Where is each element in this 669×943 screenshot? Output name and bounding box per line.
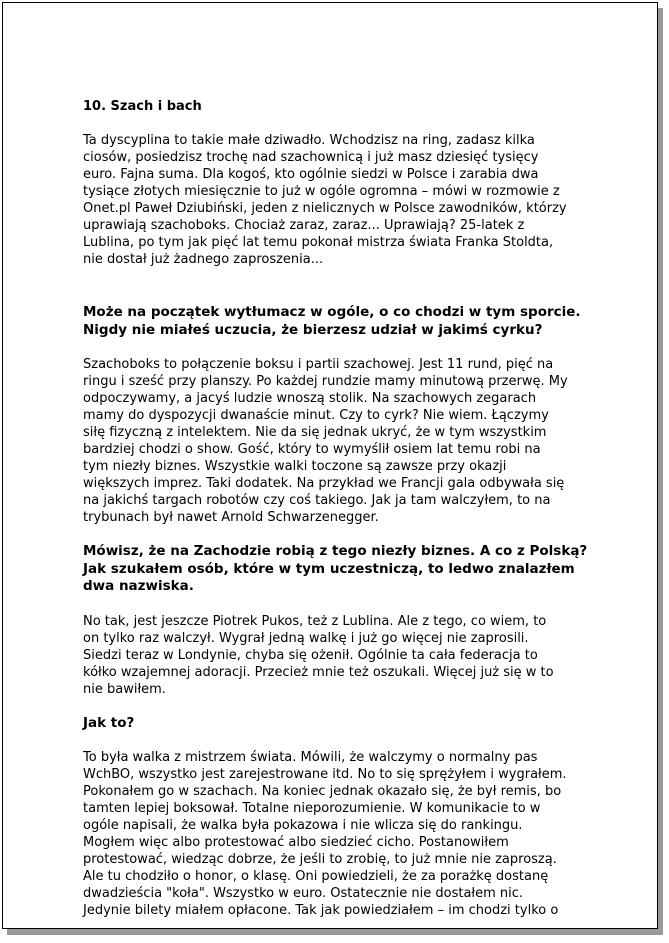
text-line: ogóle napisali, że walka była pokazowa i nie wlicza się do rankingu.	[83, 818, 523, 833]
text-line: tysiące złotych miesięcznie to już w ogóle ogromna – mówi w rozmowie z	[83, 184, 560, 199]
text-line: WchBO, wszystko jest zarejestrowane itd. No to się sprężyłem i wygrałem.	[83, 767, 567, 782]
text-line: Szachoboks to połączenie boksu i partii szachowej. Jest 11 rund, pięć na	[83, 357, 554, 372]
text-line: mamy do dyspozycji dwanaście minut. Czy to cyrk? Nie wiem. Łączymy	[83, 408, 549, 423]
interview-answer	[83, 749, 593, 919]
text-line: Jak to?	[83, 714, 135, 731]
text-line: dwa nazwiska.	[83, 578, 194, 594]
text-line: nie bawiłem.	[83, 681, 166, 697]
text-line: Mówisz, że na Zachodzie robią z tego niezły biznes. A co z Polską?	[83, 543, 588, 559]
text-line: Ta dyscyplina to takie małe dziwadło. Wchodzisz na ring, zadasz kilka	[83, 133, 535, 148]
interview-question	[83, 304, 593, 339]
text-line: dwadzieścia "koła". Wszystko w euro. Ostatecznie nie dostałem nic.	[83, 886, 524, 901]
text-line: uprawiają szachoboks. Chociaż zaraz, zaraz... Uprawiają? 25-latek z	[83, 218, 525, 233]
text-line: siłę fizyczną z intelektem. Nie da się jednak ukryć, że w tym wszystkim	[83, 425, 547, 440]
text-line: Onet.pl Paweł Dziubiński, jeden z nielicznych w Polsce zawodników, którzy	[83, 201, 567, 216]
text-line: kółko wzajemnej adoracji. Przecież mnie też oszukali. Więcej już się w to	[83, 664, 554, 680]
text-line: Lublina, po tym jak pięć lat temu pokonał mistrza świata Franka Stoldta,	[83, 235, 554, 250]
text-line: To była walka z mistrzem świata. Mówili, że walczymy o normalny pas	[83, 750, 538, 765]
text-line: bardziej chodzi o show. Gość, który to wymyślił osiem lat temu robi na	[83, 442, 541, 457]
text-line: tym niezły biznes. Wszystkie walki toczone są zawsze przy okazji	[83, 459, 507, 474]
text-line: większych imprez. Taki dodatek. Na przykład we Francji gala odbywała się	[83, 476, 565, 491]
text-line: ciosów, posiedzisz trochę nad szachownicą i już masz dziesięć tysięcy	[83, 150, 539, 165]
intro-paragraph	[83, 132, 593, 268]
text-line: Jedynie bilety miałem opłacone. Tak jak powiedziałem – im chodzi tylko o	[83, 903, 559, 918]
article-body	[83, 98, 593, 919]
text-line: No tak, jest jeszcze Piotrek Pukos, też z Lublina. Ale z tego, co wiem, to	[83, 613, 547, 629]
text-line: Mogłem więc albo protestować albo siedzieć cicho. Postanowiłem	[83, 835, 509, 850]
text-line: Pokonałem go w szachach. Na koniec jednak okazało się, że był remis, bo	[83, 784, 562, 799]
interview-answer	[83, 613, 593, 698]
text-line: odpoczywamy, a jacyś ludzie wnoszą stolik. Na szachowych zegarach	[83, 391, 537, 406]
text-line: na jakichś targach robotów czy coś takiego. Jak ja tam walczyłem, to na	[83, 493, 551, 508]
text-line: Ale tu chodziło o honor, o klasę. Oni powiedzieli, że za porażkę dostanę	[83, 869, 549, 884]
interview-question	[83, 543, 593, 596]
text-line: nie dostał już żadnego zaproszenia...	[83, 252, 324, 267]
text-line: Nigdy nie miałeś uczucia, że bierzesz udział w jakimś cyrku?	[83, 321, 543, 338]
document-page	[2, 2, 658, 929]
text-line: Jak szukałem osób, które w tym uczestniczą, to ledwo znalazłem	[83, 560, 575, 577]
text-line: Może na początek wytłumacz w ogóle, o co chodzi w tym sporcie.	[83, 304, 581, 320]
text-line: Siedzi teraz w Londynie, chyba się ożenił. Ogólnie ta cała federacja to	[83, 647, 538, 663]
interview-answer	[83, 356, 593, 526]
text-line: ringu i sześć przy planszy. Po każdej rundzie mamy minutową przerwę. My	[83, 374, 568, 389]
text-line: protestować, wiedząc dobrze, że jeśli to zrobię, to już mnie nie zaproszą.	[83, 852, 557, 867]
text-line: trybunach był nawet Arnold Schwarzenegger.	[83, 510, 379, 525]
text-line: tamten lepiej boksował. Totalne nieporozumienie. W komunikacie to w	[83, 801, 541, 816]
section-heading: 10. Szach i bach	[83, 99, 202, 114]
text-line: euro. Fajna suma. Dla kogoś, kto ogólnie siedzi w Polsce i zarabia dwa	[83, 167, 539, 182]
text-line: on tylko raz walczył. Wygrał jedną walkę i już go więcej nie zaprosili.	[83, 630, 529, 646]
interview-question	[83, 715, 593, 733]
